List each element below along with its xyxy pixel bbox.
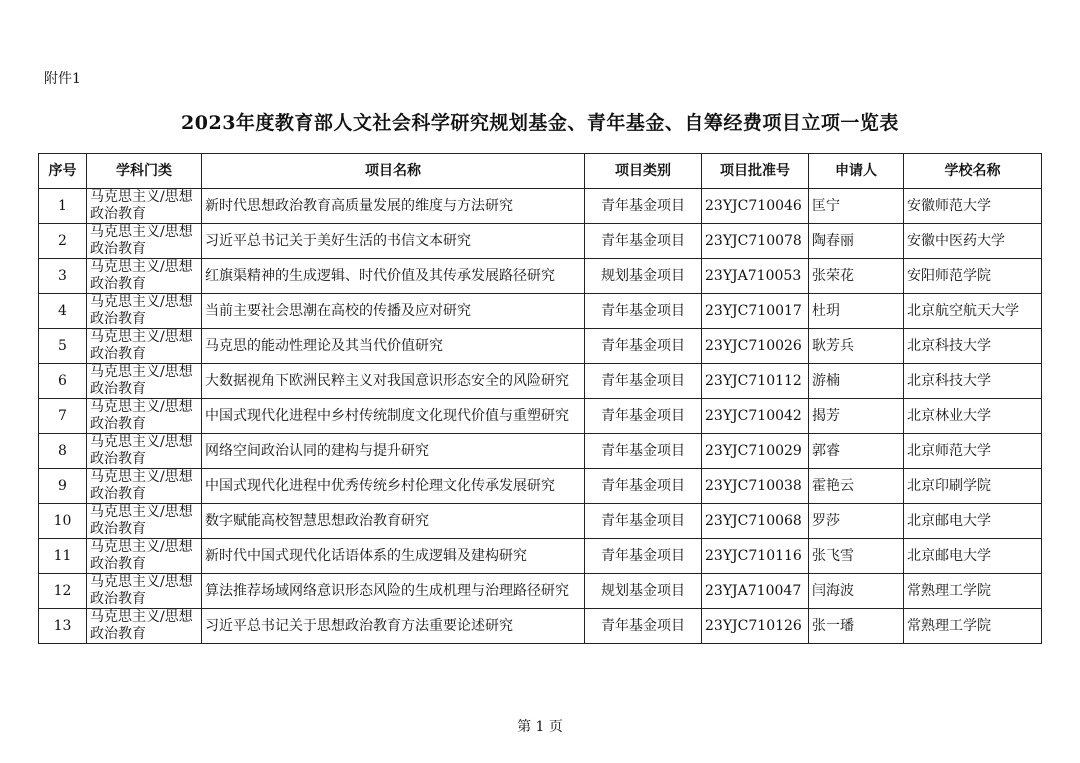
cell-project-name: 中国式现代化进程中优秀传统乡村伦理文化传承发展研究 bbox=[202, 469, 585, 504]
cell-school: 北京科技大学 bbox=[904, 364, 1042, 399]
cell-applicant: 郭睿 bbox=[809, 434, 904, 469]
cell-applicant: 耿芳兵 bbox=[809, 329, 904, 364]
cell-project-name: 习近平总书记关于美好生活的书信文本研究 bbox=[202, 224, 585, 259]
cell-number: 1 bbox=[39, 189, 87, 224]
cell-project-name: 马克思的能动性理论及其当代价值研究 bbox=[202, 329, 585, 364]
table-row bbox=[39, 364, 1042, 399]
cell-project-name: 算法推荐场域网络意识形态风险的生成机理与治理路径研究 bbox=[202, 574, 585, 609]
table-row bbox=[39, 224, 1042, 259]
cell-project-type: 青年基金项目 bbox=[585, 539, 702, 574]
cell-subject: 马克思主义/思想政治教育 bbox=[87, 574, 202, 609]
cell-subject: 马克思主义/思想政治教育 bbox=[87, 364, 202, 399]
cell-school: 安阳师范学院 bbox=[904, 259, 1042, 294]
cell-number: 7 bbox=[39, 399, 87, 434]
cell-project-name: 中国式现代化进程中乡村传统制度文化现代价值与重塑研究 bbox=[202, 399, 585, 434]
cell-number: 10 bbox=[39, 504, 87, 539]
cell-applicant: 霍艳云 bbox=[809, 469, 904, 504]
cell-approval-no: 23YJC710068 bbox=[702, 504, 809, 539]
table-row bbox=[39, 259, 1042, 294]
cell-applicant: 张飞雪 bbox=[809, 539, 904, 574]
table-row bbox=[39, 469, 1042, 504]
cell-project-type: 青年基金项目 bbox=[585, 294, 702, 329]
cell-number: 2 bbox=[39, 224, 87, 259]
cell-applicant: 杜玥 bbox=[809, 294, 904, 329]
cell-project-type: 青年基金项目 bbox=[585, 469, 702, 504]
table-row bbox=[39, 329, 1042, 364]
cell-applicant: 游楠 bbox=[809, 364, 904, 399]
cell-subject: 马克思主义/思想政治教育 bbox=[87, 294, 202, 329]
cell-project-name: 红旗渠精神的生成逻辑、时代价值及其传承发展路径研究 bbox=[202, 259, 585, 294]
cell-approval-no: 23YJC710078 bbox=[702, 224, 809, 259]
cell-subject: 马克思主义/思想政治教育 bbox=[87, 469, 202, 504]
cell-applicant: 罗莎 bbox=[809, 504, 904, 539]
cell-applicant: 张荣花 bbox=[809, 259, 904, 294]
cell-subject: 马克思主义/思想政治教育 bbox=[87, 609, 202, 644]
cell-number: 9 bbox=[39, 469, 87, 504]
cell-approval-no: 23YJC710029 bbox=[702, 434, 809, 469]
cell-school: 北京邮电大学 bbox=[904, 504, 1042, 539]
cell-project-name: 网络空间政治认同的建构与提升研究 bbox=[202, 434, 585, 469]
cell-school: 北京航空航天大学 bbox=[904, 294, 1042, 329]
cell-project-type: 青年基金项目 bbox=[585, 189, 702, 224]
cell-subject: 马克思主义/思想政治教育 bbox=[87, 329, 202, 364]
header-number: 序号 bbox=[39, 154, 87, 189]
cell-number: 13 bbox=[39, 609, 87, 644]
cell-project-type: 青年基金项目 bbox=[585, 329, 702, 364]
cell-number: 12 bbox=[39, 574, 87, 609]
cell-project-name: 新时代中国式现代化话语体系的生成逻辑及建构研究 bbox=[202, 539, 585, 574]
cell-approval-no: 23YJA710053 bbox=[702, 259, 809, 294]
header-project-name: 项目名称 bbox=[202, 154, 585, 189]
table-row bbox=[39, 609, 1042, 644]
header-approval-no: 项目批准号 bbox=[702, 154, 809, 189]
header-project-type: 项目类别 bbox=[585, 154, 702, 189]
cell-applicant: 张一璠 bbox=[809, 609, 904, 644]
table-row bbox=[39, 189, 1042, 224]
header-subject: 学科门类 bbox=[87, 154, 202, 189]
cell-school: 安徽中医药大学 bbox=[904, 224, 1042, 259]
project-table bbox=[38, 153, 1042, 644]
cell-subject: 马克思主义/思想政治教育 bbox=[87, 259, 202, 294]
cell-approval-no: 23YJC710116 bbox=[702, 539, 809, 574]
cell-project-name: 习近平总书记关于思想政治教育方法重要论述研究 bbox=[202, 609, 585, 644]
page-footer: 第 1 页 bbox=[517, 719, 563, 735]
cell-project-type: 规划基金项目 bbox=[585, 574, 702, 609]
cell-applicant: 陶春丽 bbox=[809, 224, 904, 259]
cell-subject: 马克思主义/思想政治教育 bbox=[87, 399, 202, 434]
table-header-row bbox=[39, 154, 1042, 189]
cell-project-type: 青年基金项目 bbox=[585, 224, 702, 259]
table-row bbox=[39, 434, 1042, 469]
cell-school: 安徽师范大学 bbox=[904, 189, 1042, 224]
cell-subject: 马克思主义/思想政治教育 bbox=[87, 504, 202, 539]
cell-school: 北京邮电大学 bbox=[904, 539, 1042, 574]
header-school: 学校名称 bbox=[904, 154, 1042, 189]
cell-subject: 马克思主义/思想政治教育 bbox=[87, 539, 202, 574]
cell-number: 4 bbox=[39, 294, 87, 329]
cell-approval-no: 23YJC710046 bbox=[702, 189, 809, 224]
cell-subject: 马克思主义/思想政治教育 bbox=[87, 224, 202, 259]
cell-project-type: 规划基金项目 bbox=[585, 259, 702, 294]
cell-number: 11 bbox=[39, 539, 87, 574]
cell-school: 北京科技大学 bbox=[904, 329, 1042, 364]
cell-project-type: 青年基金项目 bbox=[585, 609, 702, 644]
cell-school: 常熟理工学院 bbox=[904, 574, 1042, 609]
cell-applicant: 闫海波 bbox=[809, 574, 904, 609]
attachment-label: 附件1 bbox=[44, 71, 81, 87]
cell-project-type: 青年基金项目 bbox=[585, 504, 702, 539]
table-row bbox=[39, 399, 1042, 434]
table-row bbox=[39, 539, 1042, 574]
cell-project-name: 数字赋能高校智慧思想政治教育研究 bbox=[202, 504, 585, 539]
cell-applicant: 揭芳 bbox=[809, 399, 904, 434]
cell-approval-no: 23YJC710026 bbox=[702, 329, 809, 364]
header-applicant: 申请人 bbox=[809, 154, 904, 189]
cell-project-name: 当前主要社会思潮在高校的传播及应对研究 bbox=[202, 294, 585, 329]
cell-approval-no: 23YJA710047 bbox=[702, 574, 809, 609]
cell-subject: 马克思主义/思想政治教育 bbox=[87, 189, 202, 224]
table-row bbox=[39, 504, 1042, 539]
cell-project-type: 青年基金项目 bbox=[585, 434, 702, 469]
cell-number: 6 bbox=[39, 364, 87, 399]
cell-project-type: 青年基金项目 bbox=[585, 399, 702, 434]
cell-number: 5 bbox=[39, 329, 87, 364]
cell-project-type: 青年基金项目 bbox=[585, 364, 702, 399]
cell-school: 北京师范大学 bbox=[904, 434, 1042, 469]
cell-approval-no: 23YJC710017 bbox=[702, 294, 809, 329]
cell-approval-no: 23YJC710042 bbox=[702, 399, 809, 434]
cell-project-name: 新时代思想政治教育高质量发展的维度与方法研究 bbox=[202, 189, 585, 224]
cell-number: 3 bbox=[39, 259, 87, 294]
cell-applicant: 匡宁 bbox=[809, 189, 904, 224]
cell-approval-no: 23YJC710038 bbox=[702, 469, 809, 504]
table-row bbox=[39, 574, 1042, 609]
cell-school: 常熟理工学院 bbox=[904, 609, 1042, 644]
page-title: 2023年度教育部人文社会科学研究规划基金、青年基金、自筹经费项目立项一览表 bbox=[181, 112, 899, 134]
table-row bbox=[39, 294, 1042, 329]
cell-school: 北京林业大学 bbox=[904, 399, 1042, 434]
table-body bbox=[39, 189, 1042, 644]
cell-school: 北京印刷学院 bbox=[904, 469, 1042, 504]
cell-number: 8 bbox=[39, 434, 87, 469]
cell-project-name: 大数据视角下欧洲民粹主义对我国意识形态安全的风险研究 bbox=[202, 364, 585, 399]
cell-subject: 马克思主义/思想政治教育 bbox=[87, 434, 202, 469]
cell-approval-no: 23YJC710126 bbox=[702, 609, 809, 644]
cell-approval-no: 23YJC710112 bbox=[702, 364, 809, 399]
